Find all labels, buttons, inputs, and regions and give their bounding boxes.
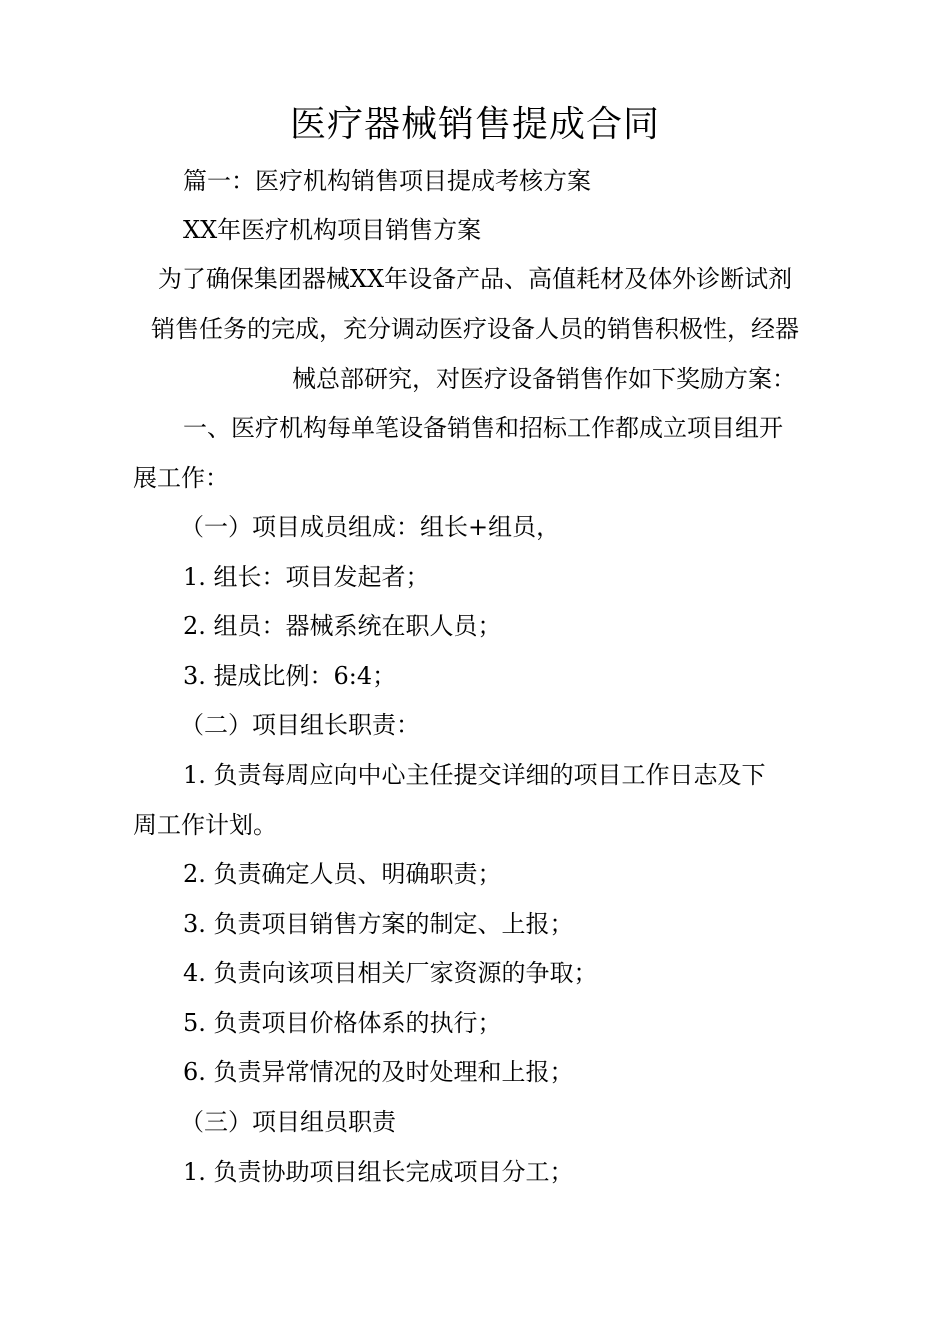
intro-line-2: 销售任务的完成，充分调动医疗设备人员的销售积极性，经器 bbox=[151, 315, 799, 343]
list-item: 1. 负责每周应向中心主任提交详细的项目工作日志及下 bbox=[183, 761, 766, 789]
subsection-heading: （二）项目组长职责： bbox=[180, 711, 420, 739]
list-item: 3. 负责项目销售方案的制定、上报； bbox=[183, 910, 574, 938]
list-item: 2. 组员：器械系统在职人员； bbox=[183, 612, 502, 640]
list-item-continuation: 周工作计划。 bbox=[133, 811, 277, 839]
list-item: 5. 负责项目价格体系的执行； bbox=[183, 1009, 502, 1037]
intro-line-3: 械总部研究，对医疗设备销售作如下奖励方案： bbox=[292, 365, 796, 393]
plan-title: XX年医疗机构项目销售方案 bbox=[183, 216, 482, 244]
list-item: 3. 提成比例：6:4； bbox=[183, 662, 397, 690]
subsection-heading: （一）项目成员组成：组长+组员， bbox=[180, 513, 561, 541]
list-item: 1. 负责协助项目组长完成项目分工； bbox=[183, 1158, 574, 1186]
list-item: 4. 负责向该项目相关厂家资源的争取； bbox=[183, 959, 598, 987]
section-heading: 篇一：医疗机构销售项目提成考核方案 bbox=[183, 167, 591, 195]
subsection-heading: （三）项目组员职责 bbox=[180, 1108, 396, 1136]
list-item: 1. 组长：项目发起者； bbox=[183, 563, 430, 591]
document-title: 医疗器械销售提成合同 bbox=[289, 104, 660, 145]
list-item: 2. 负责确定人员、明确职责； bbox=[183, 860, 502, 888]
paragraph-line: 展工作： bbox=[133, 464, 229, 492]
intro-line-1: 为了确保集团器械XX年设备产品、高值耗材及体外诊断试剂 bbox=[157, 265, 793, 293]
paragraph-line: 一、医疗机构每单笔设备销售和招标工作都成立项目组开 bbox=[183, 414, 783, 442]
list-item: 6. 负责异常情况的及时处理和上报； bbox=[183, 1058, 574, 1086]
